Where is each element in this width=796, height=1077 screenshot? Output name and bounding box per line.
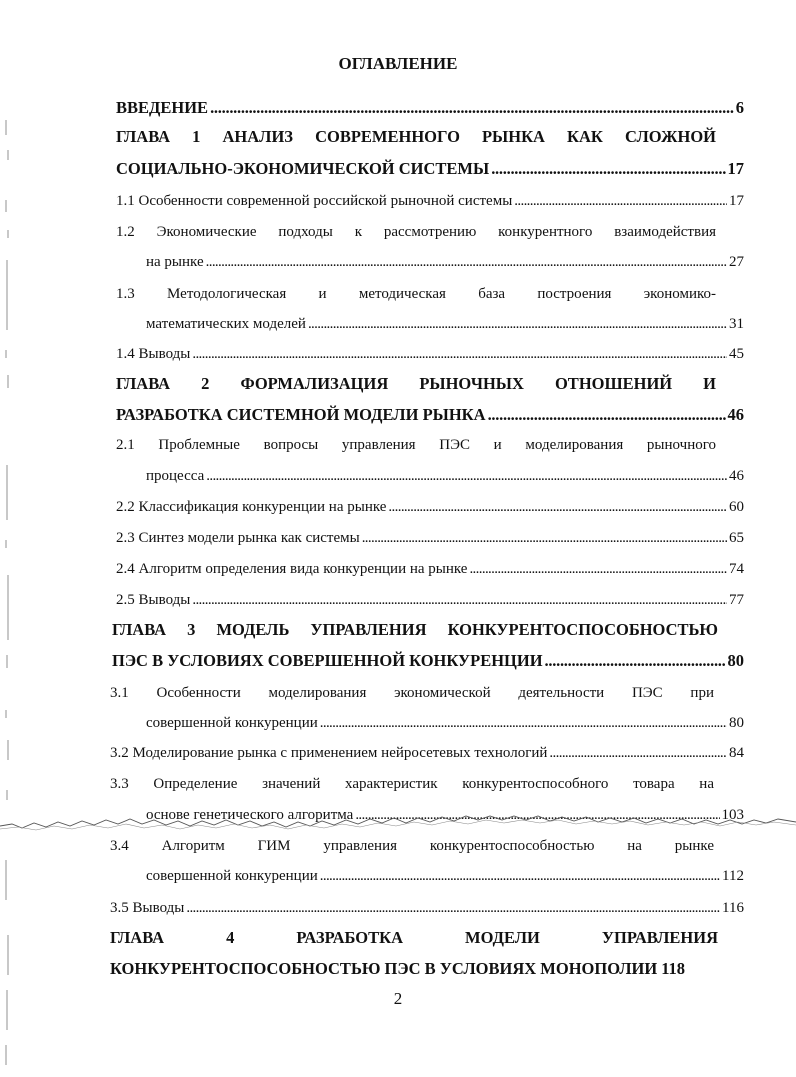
dot-leader [192,344,727,364]
page-ref: 65 [729,530,744,546]
page-ref: 74 [729,561,744,577]
dot-leader [549,743,727,763]
toc-entry-chapter-3: ПЭС В УСЛОВИЯХ СОВЕРШЕННОЙ КОНКУРЕНЦИИ . . . 80 [112,651,744,671]
dot-leader [320,866,720,886]
dot-leader [469,559,727,579]
dot-leader [388,497,727,517]
page-ref: 112 [722,868,744,884]
page-ref: 80 [729,715,744,731]
toc-entry-2-3: 2.3 Синтез модели рынка как системы . . . 65 [116,528,744,548]
toc-entry-1-3: математических моделей . . . 31 [146,314,744,334]
dot-leader [206,252,727,272]
page-ref: 27 [729,254,744,270]
toc-entry-2-1: процесса . . . 46 [146,466,744,486]
page-title: ОГЛАВЛЕНИЕ [338,54,458,73]
page-ref: 77 [729,592,744,608]
toc-entry-2-2: 2.2 Классификация конкуренции на рынке . . . 60 [116,497,744,517]
toc-entry-chapter-2: РАЗРАБОТКА СИСТЕМНОЙ МОДЕЛИ РЫНКА . . . 46 [116,405,744,425]
toc-entry-chapter-1: СОЦИАЛЬНО-ЭКОНОМИЧЕСКОЙ СИСТЕМЫ . . . 17 [116,159,744,179]
dot-leader [545,651,726,671]
dot-leader [308,314,727,334]
toc-entry-1-2: на рынке . . . 27 [146,252,744,272]
toc-entry-3-5: 3.5 Выводы . . . 116 [110,898,744,918]
toc-entry-1-2-title: 1.2 Экономические подходы к рассмотрению конкурентного взаимодействия [116,224,716,240]
page-ref: 17 [727,159,744,178]
dot-leader [362,528,727,548]
page-ref: 116 [722,900,744,916]
page-ref: 31 [729,316,744,332]
toc-entry-3-4-title: 3.4 Алгоритм ГИМ управления конкурентоспособностью на рынке [110,838,714,854]
toc-entry-2-4: 2.4 Алгоритм определения вида конкуренции на рынке . . . 74 [116,559,744,579]
toc-entry-chapter-4: КОНКУРЕНТОСПОСОБНОСТЬЮ ПЭС В УСЛОВИЯХ МОНОПОЛИИ 118 [110,959,686,978]
page-ref: 6 [735,98,744,117]
scan-margin-marks [0,0,30,1077]
toc-entry-3-4: совершенной конкуренции . . . 112 [146,866,744,886]
toc-entry-3-3: основе генетического алгоритма . . . 103 [146,805,744,825]
dot-leader [186,898,720,918]
page-ref: 118 [661,959,686,978]
toc-entry-3-1-title: 3.1 Особенности моделирования экономической деятельности ПЭС при [110,685,714,701]
dot-leader [210,98,734,118]
dot-leader [488,405,726,425]
page-ref: 60 [729,499,744,515]
toc-entry-3-1: совершенной конкуренции . . . 80 [146,713,744,733]
toc-chapter-1-title: ГЛАВА 1 АНАЛИЗ СОВРЕМЕННОГО РЫНКА КАК СЛОЖНОЙ [116,127,716,146]
page-ref: 103 [721,807,744,823]
toc-entry-1-3-title: 1.3 Методологическая и методическая база построения экономико- [116,286,716,302]
page-ref: 45 [729,346,744,362]
toc-chapter-3-title: ГЛАВА 3 МОДЕЛЬ УПРАВЛЕНИЯ КОНКУРЕНТОСПОСОБНОСТЬЮ [112,620,718,639]
toc-entry-1-1: 1.1 Особенности современной российской рыночной системы . . . 17 [116,191,744,211]
page-ref: 17 [729,193,744,209]
page-number: 2 [393,989,403,1008]
toc-entry-introduction: ВВЕДЕНИЕ . . . 6 [116,98,744,118]
dot-leader [206,466,727,486]
dot-leader [514,191,727,211]
toc-entry-3-2: 3.2 Моделирование рынка с применением нейросетевых технологий . . . 84 [110,743,744,763]
page-ref: 46 [729,468,744,484]
toc-entry-2-1-title: 2.1 Проблемные вопросы управления ПЭС и моделирования рыночного [116,437,716,453]
page-ref: 80 [727,651,744,670]
page-ref: 84 [729,745,744,761]
paper-tear-line [0,808,796,832]
toc-chapter-2-title: ГЛАВА 2 ФОРМАЛИЗАЦИЯ РЫНОЧНЫХ ОТНОШЕНИЙ И [116,374,716,393]
dot-leader [491,159,725,179]
dot-leader [192,590,727,610]
toc-entry-3-3-title: 3.3 Определение значений характеристик конкурентоспособного товара на [110,776,714,792]
page-ref: 46 [727,405,744,424]
dot-leader [320,713,727,733]
toc-chapter-4-title: ГЛАВА 4 РАЗРАБОТКА МОДЕЛИ УПРАВЛЕНИЯ [110,928,718,947]
toc-entry-1-4: 1.4 Выводы . . . 45 [116,344,744,364]
toc-entry-2-5: 2.5 Выводы . . . 77 [116,590,744,610]
